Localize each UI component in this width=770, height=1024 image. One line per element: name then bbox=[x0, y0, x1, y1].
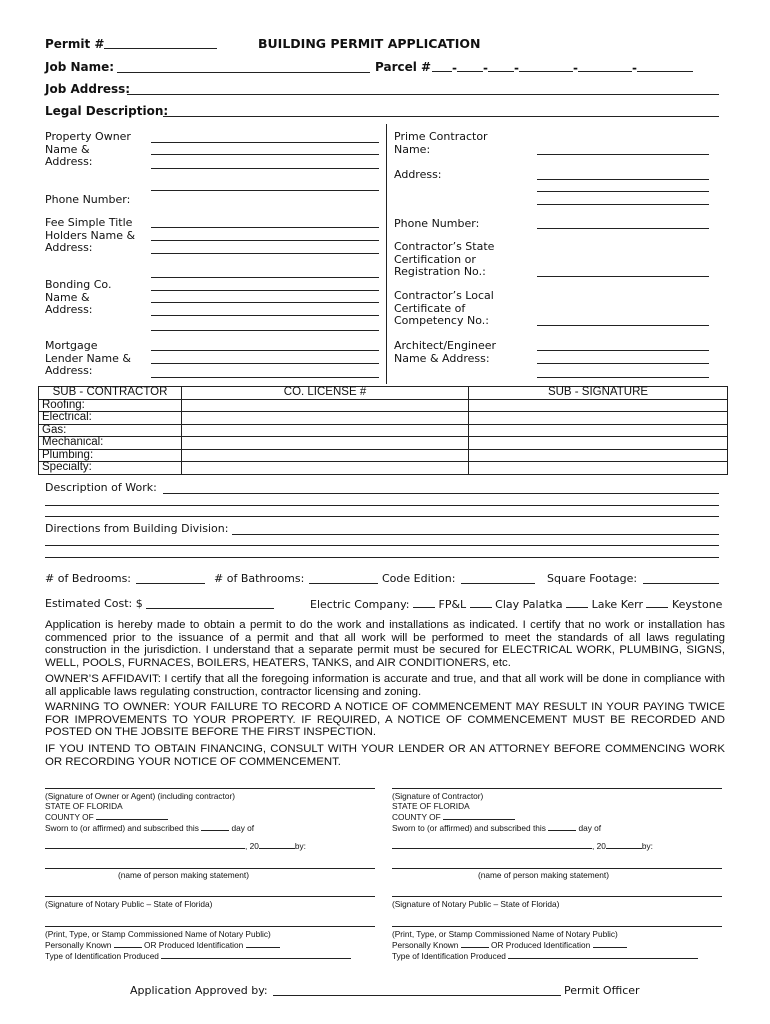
owner-notary-signature-line[interactable] bbox=[45, 896, 375, 897]
column-divider bbox=[386, 124, 387, 384]
square-footage-label: Square Footage: bbox=[547, 572, 638, 585]
page-title: BUILDING PERMIT APPLICATION bbox=[258, 36, 481, 51]
contractor-phone-field[interactable] bbox=[537, 228, 709, 229]
column-header: SUB - CONTRACTOR bbox=[39, 387, 182, 400]
property-owner-label: Property Owner Name & Address: bbox=[45, 130, 131, 168]
state-certification-field[interactable] bbox=[537, 276, 709, 277]
architect-engineer-field[interactable] bbox=[537, 377, 709, 378]
title-holder-address-field[interactable] bbox=[151, 277, 379, 278]
description-of-work-label: Description of Work: bbox=[45, 481, 157, 494]
state-label: STATE OF FLORIDA bbox=[392, 801, 470, 811]
table-row bbox=[39, 437, 728, 450]
clay-palatka-checkbox[interactable] bbox=[470, 597, 492, 608]
license-cell[interactable] bbox=[182, 449, 469, 462]
owner-phone-field[interactable] bbox=[151, 190, 379, 191]
sworn-line: Sworn to (or affirmed) and subscribed this day of bbox=[45, 823, 255, 833]
permit-number-label: Permit # bbox=[45, 37, 105, 51]
permit-number-field[interactable] bbox=[104, 48, 217, 49]
license-cell[interactable] bbox=[182, 437, 469, 450]
legal-description-label: Legal Description: bbox=[45, 104, 169, 118]
parcel-separator: - bbox=[452, 61, 457, 75]
lake-kerr-checkbox[interactable] bbox=[566, 597, 588, 608]
mortgage-lender-address-field[interactable] bbox=[151, 363, 379, 364]
estimated-cost-field[interactable] bbox=[146, 608, 274, 609]
parcel-separator: - bbox=[572, 61, 578, 75]
owner-name-caption: (name of person making statement) bbox=[118, 870, 249, 880]
contractor-notary-details: (Print, Type, or Stamp Commissioned Name of Notary Public) Personally Known OR Produced Identification Type of Identification Produced bbox=[392, 929, 698, 961]
code-edition-field[interactable] bbox=[461, 583, 535, 584]
directions-field[interactable] bbox=[45, 557, 719, 558]
code-edition-label: Code Edition: bbox=[382, 572, 456, 585]
contractor-address-field[interactable] bbox=[537, 179, 709, 180]
county-field[interactable] bbox=[96, 811, 168, 820]
bathrooms-field[interactable] bbox=[309, 583, 378, 584]
contractor-date-line: , 20 by: bbox=[392, 840, 653, 851]
personally-known-field[interactable] bbox=[461, 939, 489, 948]
trade-label: Mechanical: bbox=[39, 437, 182, 450]
sworn-line: Sworn to (or affirmed) and subscribed this day of bbox=[392, 823, 602, 833]
produced-id-field[interactable] bbox=[246, 939, 280, 948]
contractor-signature-caption: (Signature of Contractor) bbox=[392, 791, 484, 801]
table-row bbox=[39, 424, 728, 437]
contractor-notary-caption: (Signature of Notary Public – State of Florida) bbox=[392, 899, 560, 909]
local-certificate-label: Contractor’s Local Certificate of Competency No.: bbox=[394, 289, 494, 327]
electric-company-row bbox=[310, 597, 722, 611]
bonding-company-label: Bonding Co. Name & Address: bbox=[45, 278, 112, 316]
trade-label: Plumbing: bbox=[39, 449, 182, 462]
approved-by-label: Application Approved by: bbox=[130, 984, 268, 997]
state-certification-label: Contractor’s State Certification or Registration No.: bbox=[394, 240, 495, 278]
mortgage-lender-address-field[interactable] bbox=[151, 377, 379, 378]
id-type-field[interactable] bbox=[508, 950, 698, 959]
parcel-separator: - bbox=[631, 61, 637, 75]
day-field[interactable] bbox=[548, 822, 576, 831]
warning-to-owner: WARNING TO OWNER: YOUR FAILURE TO RECORD A NOTICE OF COMMENCEMENT MAY RESULT IN YOUR PAYING TWICE FOR IMPROVEMENTS TO YOUR PROPERTY. IF REQUIRED, A NOTICE OF COMMENCEMENT MUST BE RECORDED AND POSTED ON THE JOBSITE BEFORE THE FIRST INSPECTION. bbox=[45, 701, 725, 739]
keystone-option-label: Keystone bbox=[671, 598, 723, 611]
job-name-field[interactable] bbox=[117, 72, 370, 73]
prime-contractor-label: Prime Contractor Name: bbox=[394, 130, 488, 156]
property-owner-address-field[interactable] bbox=[151, 168, 379, 169]
table-row bbox=[39, 462, 728, 475]
column-header: CO. LICENSE # bbox=[182, 387, 469, 400]
trade-label: Electrical: bbox=[39, 412, 182, 425]
clay-palatka-option-label: Clay Palatka bbox=[495, 598, 563, 611]
year-field[interactable] bbox=[259, 840, 295, 849]
owner-notary-details: (Print, Type, or Stamp Commissioned Name of Notary Public) Personally Known OR Produced Identification Type of Identification Produced bbox=[45, 929, 351, 961]
legal-description-field[interactable] bbox=[163, 116, 719, 117]
parcel-field[interactable] bbox=[432, 60, 693, 75]
license-cell[interactable] bbox=[182, 424, 469, 437]
date-field[interactable] bbox=[45, 840, 245, 849]
job-address-field[interactable] bbox=[127, 94, 719, 95]
county-line: COUNTY OF bbox=[45, 811, 380, 822]
directions-field[interactable] bbox=[45, 545, 719, 546]
description-of-work-field[interactable] bbox=[45, 505, 719, 506]
parcel-separator: - bbox=[513, 61, 519, 75]
application-statement: Application is hereby made to obtain a permit to do the work and installations as indicated. I certify that no work or installation has commenced prior to the issuance of a permit and that all work will be performed to meet the standards of all laws regulating construction in the jurisdiction. I understand that a separate permit must be secured for ELECTRICAL WORK, PLUMBING, SIGNS, WELL, POOLS, FURNACES, BOILERS, HEATERS, TANKS, and AIR CONDITIONERS, etc. bbox=[45, 619, 725, 669]
owner-statement-name-line[interactable] bbox=[45, 868, 375, 869]
county-field[interactable] bbox=[443, 811, 515, 820]
contractor-address-field[interactable] bbox=[537, 191, 709, 192]
title-holder-address-field[interactable] bbox=[151, 240, 379, 241]
lake-kerr-option-label: Lake Kerr bbox=[591, 598, 643, 611]
contractor-address-label: Address: bbox=[394, 168, 442, 181]
owner-notary-block bbox=[45, 791, 380, 833]
square-footage-field[interactable] bbox=[643, 583, 719, 584]
table-row bbox=[39, 399, 728, 412]
signature-cell[interactable] bbox=[469, 462, 728, 475]
table-row bbox=[39, 412, 728, 425]
fpl-checkbox[interactable] bbox=[413, 597, 435, 608]
trade-label: Roofing: bbox=[39, 399, 182, 412]
contractor-notary-block bbox=[392, 791, 727, 833]
bonding-company-address-field[interactable] bbox=[151, 315, 379, 316]
directions-field[interactable] bbox=[232, 534, 719, 535]
bonding-company-address-field[interactable] bbox=[151, 302, 379, 303]
property-owner-name-field[interactable] bbox=[151, 142, 379, 143]
owner-date-line: , 20 by: bbox=[45, 840, 306, 851]
signature-cell[interactable] bbox=[469, 424, 728, 437]
directions-label: Directions from Building Division: bbox=[45, 522, 229, 535]
column-header: SUB - SIGNATURE bbox=[469, 387, 728, 400]
owner-signature-line[interactable] bbox=[45, 788, 375, 789]
bonding-company-name-field[interactable] bbox=[151, 290, 379, 291]
signature-cell[interactable] bbox=[469, 412, 728, 425]
contractor-phone-label: Phone Number: bbox=[394, 217, 480, 230]
trade-label: Specialty: bbox=[39, 462, 182, 475]
license-cell[interactable] bbox=[182, 462, 469, 475]
prime-contractor-name-field[interactable] bbox=[537, 154, 709, 155]
date-field[interactable] bbox=[392, 840, 592, 849]
table-row bbox=[39, 449, 728, 462]
property-owner-address-field[interactable] bbox=[151, 154, 379, 155]
id-type-field[interactable] bbox=[161, 950, 351, 959]
signature-cell[interactable] bbox=[469, 449, 728, 462]
permit-officer-label: Permit Officer bbox=[564, 984, 640, 997]
signature-cell[interactable] bbox=[469, 437, 728, 450]
mortgage-lender-label: Mortgage Lender Name & Address: bbox=[45, 339, 131, 377]
county-line: COUNTY OF bbox=[392, 811, 727, 822]
trade-label: Gas: bbox=[39, 424, 182, 437]
keystone-checkbox[interactable] bbox=[646, 597, 668, 608]
contractor-notary-signature-line[interactable] bbox=[392, 896, 722, 897]
bedrooms-label: # of Bedrooms: bbox=[45, 572, 132, 585]
description-of-work-field[interactable] bbox=[163, 493, 719, 494]
owner-phone-label: Phone Number: bbox=[45, 193, 131, 206]
personally-known-field[interactable] bbox=[114, 939, 142, 948]
contractor-address-field[interactable] bbox=[537, 204, 709, 205]
architect-engineer-field[interactable] bbox=[537, 350, 709, 351]
title-holder-address-field[interactable] bbox=[151, 253, 379, 254]
owner-notary-print-line[interactable] bbox=[45, 926, 375, 927]
description-of-work-field[interactable] bbox=[45, 516, 719, 517]
bonding-company-address-field[interactable] bbox=[151, 330, 379, 331]
table-header-row bbox=[39, 387, 728, 400]
financing-notice: IF YOU INTEND TO OBTAIN FINANCING, CONSULT WITH YOUR LENDER OR AN ATTORNEY BEFORE COMMENCING WORK OR RECORDING YOUR NOTICE OF COMMENCEMENT. bbox=[45, 743, 725, 768]
day-field[interactable] bbox=[201, 822, 229, 831]
parcel-label: Parcel # bbox=[375, 60, 432, 74]
owner-notary-caption: (Signature of Notary Public – State of Florida) bbox=[45, 899, 213, 909]
title-holder-name-field[interactable] bbox=[151, 227, 379, 228]
mortgage-lender-name-field[interactable] bbox=[151, 350, 379, 351]
approved-by-field[interactable] bbox=[273, 995, 561, 996]
license-cell[interactable] bbox=[182, 412, 469, 425]
bedrooms-field[interactable] bbox=[136, 583, 205, 584]
job-address-label: Job Address: bbox=[45, 82, 131, 96]
contractor-name-caption: (name of person making statement) bbox=[478, 870, 609, 880]
architect-engineer-field[interactable] bbox=[537, 363, 709, 364]
owner-signature-caption: (Signature of Owner or Agent) (including contractor) bbox=[45, 791, 235, 801]
contractor-signature-line[interactable] bbox=[392, 788, 722, 789]
state-label: STATE OF FLORIDA bbox=[45, 801, 123, 811]
contractor-notary-print-line[interactable] bbox=[392, 926, 722, 927]
architect-engineer-label: Architect/Engineer Name & Address: bbox=[394, 339, 497, 365]
signature-cell[interactable] bbox=[469, 399, 728, 412]
estimated-cost-label: Estimated Cost: $ bbox=[45, 597, 143, 610]
parcel-separator: - bbox=[482, 61, 488, 75]
local-certificate-field[interactable] bbox=[537, 325, 709, 326]
job-name-label: Job Name: bbox=[45, 60, 115, 74]
sub-contractor-table bbox=[38, 386, 728, 475]
produced-id-field[interactable] bbox=[593, 939, 627, 948]
license-cell[interactable] bbox=[182, 399, 469, 412]
owner-affidavit: OWNER’S AFFIDAVIT: I certify that all the foregoing information is accurate and true, and that all work will be done in compliance with all applicable laws regulating construction, contractor licensing and zoning. bbox=[45, 673, 725, 698]
title-holder-label: Fee Simple Title Holders Name & Address: bbox=[45, 216, 136, 254]
year-field[interactable] bbox=[606, 840, 642, 849]
contractor-statement-name-line[interactable] bbox=[392, 868, 722, 869]
bathrooms-label: # of Bathrooms: bbox=[214, 572, 305, 585]
fpl-option-label: FP&L bbox=[438, 598, 467, 611]
electric-company-label: Electric Company: bbox=[310, 598, 410, 611]
